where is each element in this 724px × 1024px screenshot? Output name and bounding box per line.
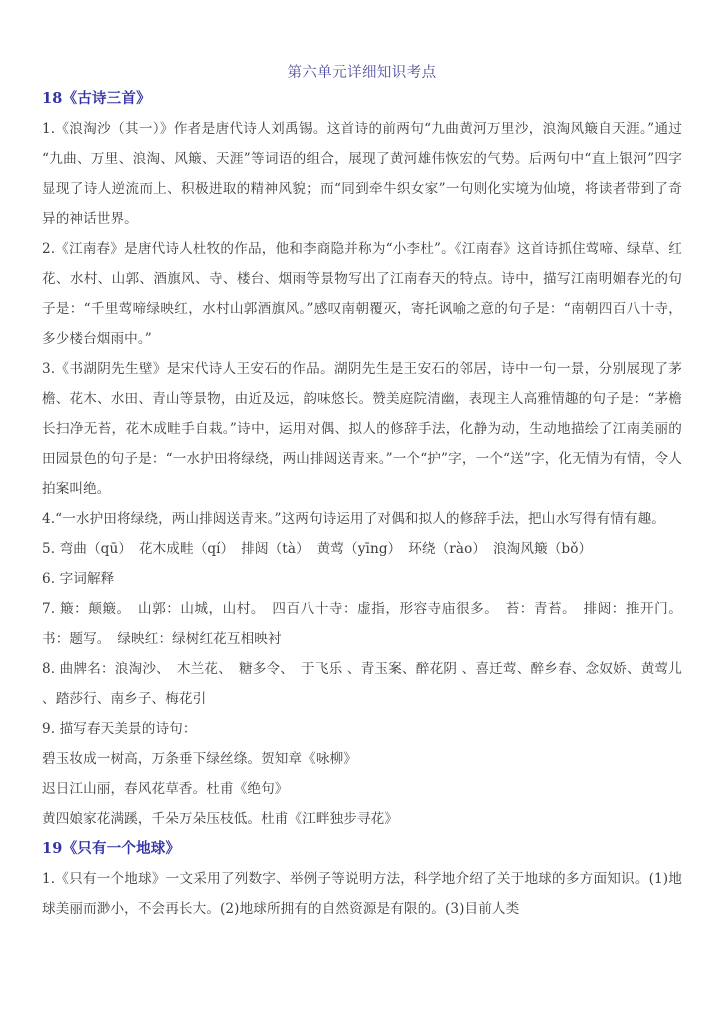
paragraph-18-2: 2.《江南春》是唐代诗人杜牧的作品，他和李商隐并称为“小李杜”。《江南春》这首诗抓住莺啼、绿草、红花、水村、山郭、酒旗风、寺、楼台、烟雨等景物写出了江南春天的特点。诗中，描写江南明媚春光的句子是：“千里莺啼绿映红，水村山郭酒旗风。”感叹南朝覆灭，寄托讽喻之意的句子是：“南朝四百八十寺，多少楼台烟雨中。”: [42, 241, 682, 347]
paragraph-19-1: 1.《只有一个地球》一文采用了列数字、举例子等说明方法，科学地介绍了关于地球的多方面知识。(1)地球美丽而渺小，不会再长大。(2)地球所拥有的自然资源是有限的。(3)目前人类: [42, 871, 682, 917]
paragraph-18-4: 4.“一水护田将绿绕，两山排闼送青来。”这两句诗运用了对偶和拟人的修辞手法，把山水写得有情有趣。: [42, 511, 665, 527]
paragraph-18-5-pinyin: 5. 弯曲（qū） 花木成畦（qí） 排闼（tà） 黄莺（yīng） 环绕（rào） 浪淘风簸（bǒ）: [42, 541, 593, 557]
paragraph-18-7: 7. 簸：颠簸。 山郭：山城，山村。 四百八十寺：虚指，形容寺庙很多。 苔：青苔。 排闼：推开门。书：题写。 绿映红：绿树红花互相映衬: [42, 601, 682, 647]
poem-line-2: 迟日江山丽，春风花草香。杜甫《绝句》: [42, 781, 289, 797]
poem-line-3: 黄四娘家花满蹊，千朵万朵压枝低。杜甫《江畔独步寻花》: [42, 811, 399, 827]
poem-line-1: 碧玉妆成一树高，万条垂下绿丝绦。贺知章《咏柳》: [42, 751, 357, 767]
paragraph-18-1: 1.《浪淘沙（其一）》作者是唐代诗人刘禹锡。这首诗的前两句“九曲黄河万里沙，浪淘风簸自天涯。”通过“九曲、万里、浪淘、风簸、天涯”等词语的组合，展现了黄河雄伟恢宏的气势。后两句中“直上银河”四字显现了诗人逆流而上、积极进取的精神风貌；而“同到牵牛织女家”一句则化实境为仙境，将读者带到了奇异的神话世界。: [42, 121, 682, 227]
paragraph-18-6: 6. 字词解释: [42, 571, 115, 587]
paragraph-18-8: 8. 曲牌名：浪淘沙、 木兰花、 糖多令、 于飞乐 、青玉案、醉花阴 、喜迁莺、醉乡春、念奴娇、黄莺儿 、踏莎行、南乡子、梅花引: [42, 661, 682, 707]
page-title: 第六单元详细知识考点: [287, 65, 437, 81]
paragraph-18-9: 9. 描写春天美景的诗句：: [42, 721, 197, 737]
paragraph-18-3: 3.《书湖阴先生壁》是宋代诗人王安石的作品。湖阴先生是王安石的邻居，诗中一句一景，分别展现了茅檐、花木、水田、青山等景物，由近及远，韵味悠长。赞美庭院清幽，表现主人高雅情趣的句子是：“茅檐长扫净无苔，花木成畦手自栽。”诗中，运用对偶、拟人的修辞手法，化静为动，生动地描绘了江南美丽的田园景色的句子是：“一水护田将绿绕，两山排闼送青来。”一个“护”字，一个“送”字，化无情为有情，令人拍案叫绝。: [42, 361, 682, 497]
section-heading-18: 18《古诗三首》: [42, 90, 151, 107]
section-heading-19: 19《只有一个地球》: [42, 840, 181, 857]
